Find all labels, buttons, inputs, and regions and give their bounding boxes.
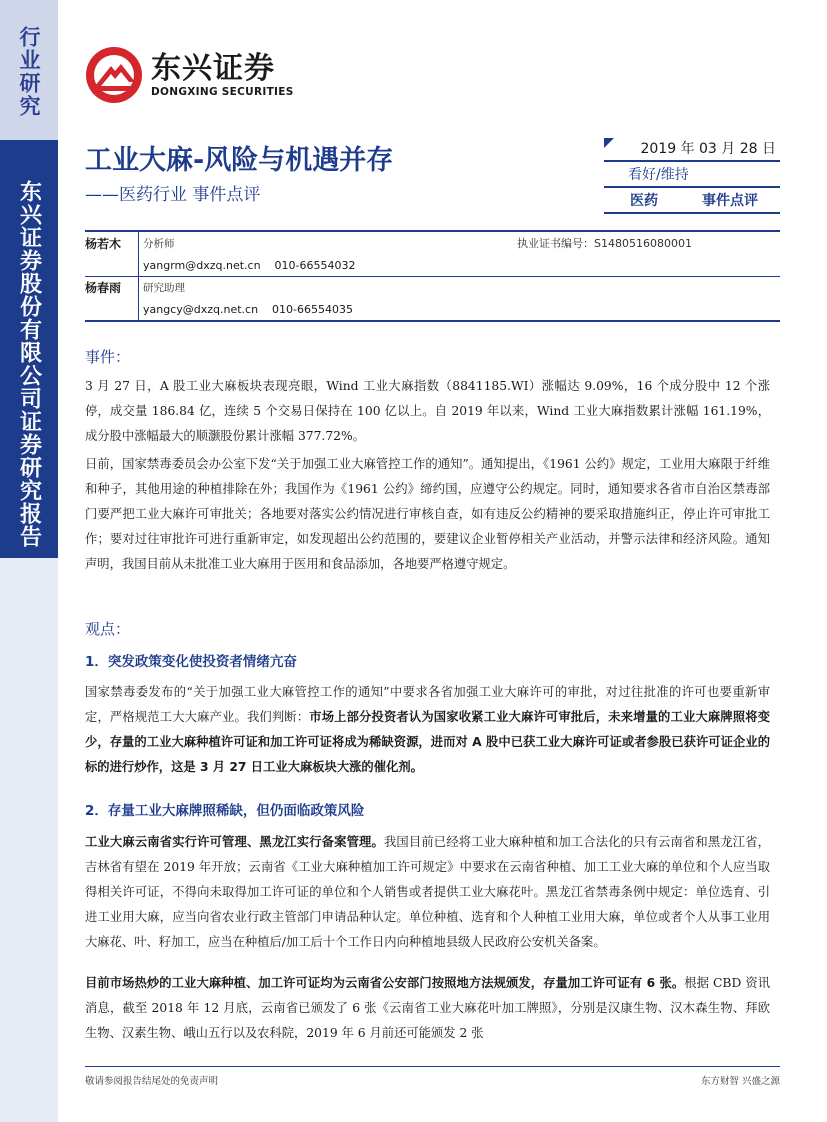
view-3-paragraph xyxy=(85,971,770,1046)
view-1-emphasis: 市场上部分投资者认为国家收紧工业大麻许可审批后，未来增量的工业大麻牌照将变少，存量的工业大麻种植许可证和加工许可证将成为稀缺资源，进而对 A 股中已获工业大麻许可证或者参股已获许可证企业的标的进行炒作，这是 3 月 27 日工业大麻板块大涨的催化剂。 xyxy=(85,710,770,774)
report-title: 工业大麻-风险与机遇并存 xyxy=(85,145,394,176)
analyst-contact-row xyxy=(85,254,780,276)
analyst-row xyxy=(85,232,780,254)
analyst-contact: yangrm@dxzq.net.cn 010-66554032 xyxy=(143,258,356,272)
logo-cn-text: 东兴证券 xyxy=(151,51,275,86)
view-3-text: 根据 CBD 资讯消息，截至 2018 年 12 月底，云南省已颁发了 6 张《云南省工业大麻花叶加工牌照》，分别是汉康生物、汉木森生物、拜欧生物、汉素生物、峨山五行以及农科院，2019 年 6 月前还可能颁发 2 张 xyxy=(85,976,771,1040)
analyst-table-divider xyxy=(138,232,139,320)
view-1-paragraph xyxy=(85,680,770,780)
analyst-name: 杨若木 xyxy=(85,236,122,251)
footer-slogan: 东方财智 兴盛之源 xyxy=(700,1076,780,1087)
report-tags xyxy=(604,188,780,214)
analyst-role: 分析师 xyxy=(143,237,175,250)
views-heading: 观点： xyxy=(85,620,131,638)
sidebar-category xyxy=(0,0,58,140)
event-paragraph-2: 日前，国家禁毒委员会办公室下发“关于加强工业大麻管控工作的通知”。通知提出，《1961 公约》规定，工业用大麻限于纤维和种子，其他用途的种植排除在外；我国作为《1961 公约》缔约国，应遵守公约规定。同时，通知要求各省市自治区禁毒部门要严把工业大麻许可审批关；各地要对落实公约情况进行审核自查，如有违反公约精神的要采取措施纠正，停止许可审批工作；要对过往审批许可进行重新审定，如发现超出公约范围的，要建议企业暂停相关产业活动，并警示法律和经济风险。通知声明，我国目前从未批准工业大麻用于医用和食品添加，各地要严格遵守规定。 xyxy=(85,457,770,571)
footer-disclaimer: 敬请参阅报告结尾处的免责声明 xyxy=(85,1076,219,1087)
sidebar-company xyxy=(0,140,58,558)
view-2-heading: 2．存量工业大麻牌照稀缺，但仍面临政策风险 xyxy=(85,803,365,819)
sidebar-company-label: 东兴证券股份有限公司证券研究报告 xyxy=(16,180,42,548)
event-paragraph-1: 3 月 27 日，A 股工业大麻板块表现亮眼，Wind 工业大麻指数（8841185.WI）涨幅达 9.09%，16 个成分股中 12 个涨停，成交量 186.84 亿，连续 5 个交易日保持在 100 亿以上。自 2019 年以来，Wind 工业大麻指数累计涨幅 161.19%，成分股中涨幅最大的顺灏股份累计涨幅 377.72%。 xyxy=(85,379,770,443)
sidebar-blank xyxy=(0,558,58,1122)
view-2-text: 我国目前已经将工业大麻种植和加工合法化的只有云南省和黑龙江省，吉林省有望在 2019 年开放；云南省《工业大麻种植加工许可规定》中要求在云南省种植、加工工业大麻的单位和个人应当取得相关许可证，不得向未取得加工许可证的单位和个人销售或者提供工业大麻花叶。黑龙江省禁毒条例中规定：单位选育、引进工业用大麻，应当向省农业行政主管部门申请品种认定。单位种植、选育和个人种植工业用大麻，单位或者个人从事工业用大麻花、叶、籽加工，应当在种植后/加工后十个工作日内向种植地县级人民政府公安机关备案。 xyxy=(85,835,770,949)
dongxing-logo-icon xyxy=(85,46,143,104)
view-2-paragraph xyxy=(85,830,770,955)
analyst-contact: yangcy@dxzq.net.cn 010-66554035 xyxy=(143,302,354,316)
page-footer xyxy=(85,1066,780,1087)
analyst-row xyxy=(85,276,780,298)
analyst-contact-row xyxy=(85,298,780,320)
view-1-text: 国家禁毒委发布的“关于加强工业大麻管控工作的通知”中要求各省加强工业大麻许可的审批，对过往批准的许可也要重新审定，严格规范工大大麻产业。我们判断： xyxy=(85,685,770,724)
tag-industry: 医药 xyxy=(630,193,658,209)
report-date: 2019 年 03 月 28 日 xyxy=(640,141,776,157)
company-logo xyxy=(85,46,294,104)
analyst-table xyxy=(85,230,780,322)
corner-mark-icon xyxy=(604,138,614,148)
analyst-role: 研究助理 xyxy=(143,282,185,294)
rating-badge: 看好/维持 xyxy=(604,162,780,188)
report-meta-box xyxy=(604,138,780,214)
report-subtitle: ——医药行业 事件点评 xyxy=(85,185,261,205)
view-2-emphasis: 工业大麻云南省实行许可管理、黑龙江实行备案管理。 xyxy=(85,835,384,849)
report-date-row xyxy=(604,138,780,162)
sidebar-category-label: 行业研究 xyxy=(17,26,41,118)
analyst-name: 杨春雨 xyxy=(85,281,122,295)
analyst-license: 执业证书编号：S1480516080001 xyxy=(517,237,692,250)
tag-report-type: 事件点评 xyxy=(702,193,758,209)
event-heading: 事件： xyxy=(85,348,131,366)
view-1-heading: 1．突发政策变化使投资者情绪亢奋 xyxy=(85,654,297,670)
view-3-emphasis: 目前市场热炒的工业大麻种植、加工许可证均为云南省公安部门按照地方法规颁发，存量加工许可证有 6 张。 xyxy=(85,976,685,990)
logo-en-text: DONGXING SECURITIES xyxy=(151,86,294,98)
